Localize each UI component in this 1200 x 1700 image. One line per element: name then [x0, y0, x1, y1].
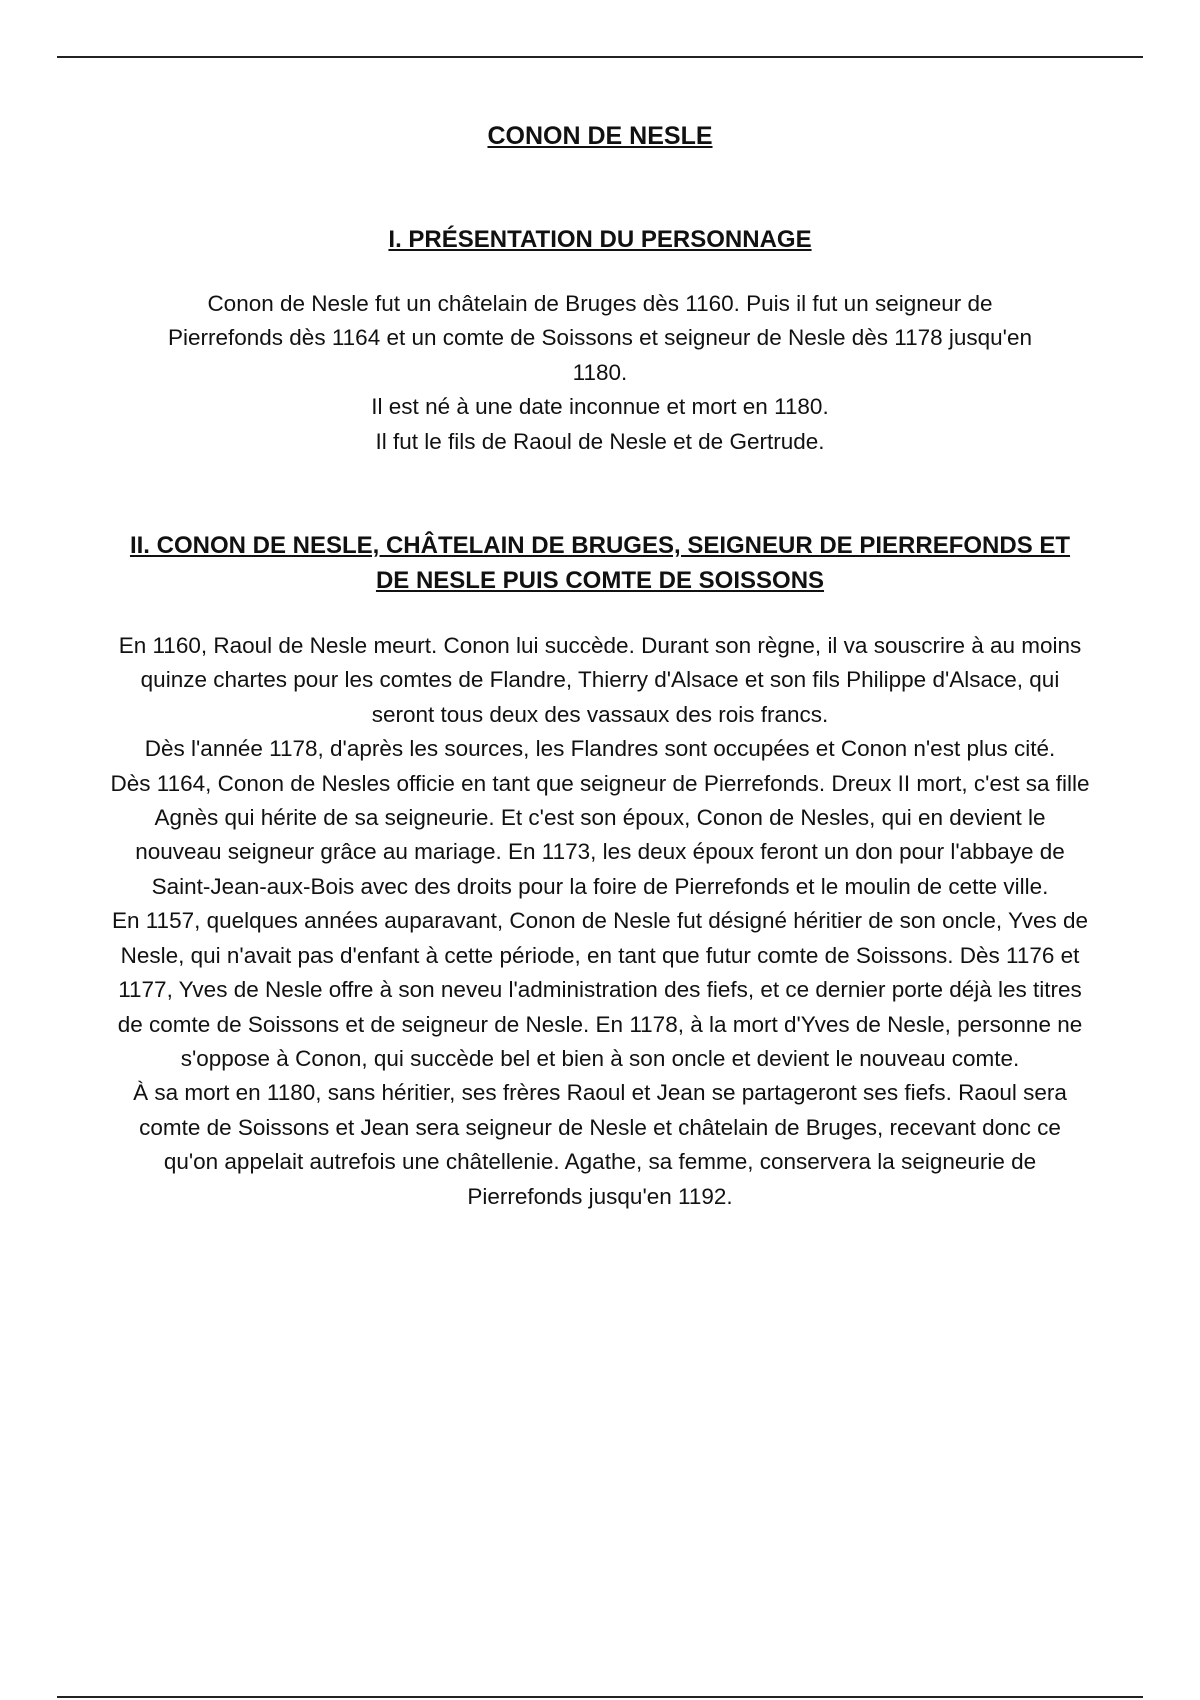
section-body: [110, 629, 1090, 1214]
header-rule: [57, 56, 1143, 58]
section-career: [110, 528, 1090, 1214]
section-heading: II. CONON DE NESLE, CHÂTELAIN DE BRUGES, SEIGNEUR DE PIERREFONDS ET DE NESLE PUIS COMTE DE SOISSONS: [129, 532, 1071, 595]
paragraph: Il est né à une date inconnue et mort en 1180.: [371, 394, 829, 420]
footer-rule: [57, 1696, 1143, 1698]
paragraph: En 1160, Raoul de Nesle meurt. Conon lui succède. Durant son règne, il va souscrire à au moins quinze chartes pour les comtes de Flandre, Thierry d'Alsace et son fils Philippe d'Alsace, qui seront tous deux des vassaux des rois francs.: [118, 633, 1082, 727]
paragraph: Dès 1164, Conon de Nesles officie en tant que seigneur de Pierrefonds. Dreux II mort, c'est sa fille Agnès qui hérite de sa seigneurie. Et c'est son époux, Conon de Nesles, qui en devient le nouveau seigneur grâce au mariage. En 1173, les deux époux feront un don pour l'abbaye de Saint-Jean-aux-Bois avec des droits pour la foire de Pierrefonds et le moulin de cette ville.: [110, 770, 1090, 899]
paragraph: Dès l'année 1178, d'après les sources, les Flandres sont occupées et Conon n'est plus cité.: [144, 736, 1056, 762]
section-presentation: [110, 222, 1090, 459]
document-page: [110, 112, 1090, 1214]
section-body: [110, 287, 1090, 459]
paragraph: À sa mort en 1180, sans héritier, ses frères Raoul et Jean se partageront ses fiefs. Raoul sera comte de Soissons et Jean sera seigneur de Nesle et châtelain de Bruges, recevant donc ce qu'on appelait autrefois une châtellenie. Agathe, sa femme, conservera la seigneurie de Pierrefonds jusqu'en 1192.: [133, 1080, 1067, 1209]
section-heading: I. PRÉSENTATION DU PERSONNAGE: [388, 226, 812, 253]
paragraph: Conon de Nesle fut un châtelain de Bruges dès 1160. Puis il fut un seigneur de Pierrefonds dès 1164 et un comte de Soissons et seigneur de Nesle dès 1178 jusqu'en 1180.: [167, 291, 1033, 385]
paragraph: Il fut le fils de Raoul de Nesle et de Gertrude.: [375, 428, 825, 454]
document-title: CONON DE NESLE: [487, 122, 713, 150]
paragraph: En 1157, quelques années auparavant, Conon de Nesle fut désigné héritier de son oncle, Yves de Nesle, qui n'avait pas d'enfant à cette période, en tant que futur comte de Soissons. Dès 1176 et 1177, Yves de Nesle offre à son neveu l'administration des fiefs, et ce dernier porte déjà les titres de comte de Soissons et de seigneur de Nesle. En 1178, à la mort d'Yves de Nesle, personne ne s'oppose à Conon, qui succède bel et bien à son oncle et devient le nouveau comte.: [111, 908, 1089, 1071]
